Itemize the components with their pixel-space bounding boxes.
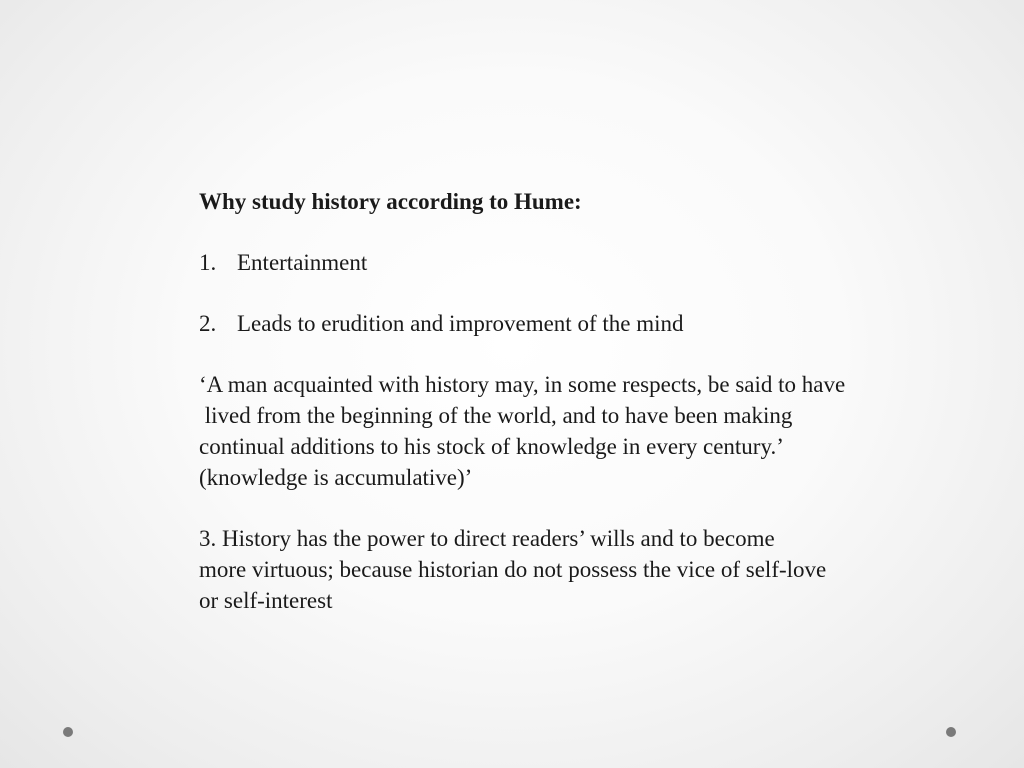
- spacer: [199, 493, 999, 523]
- hume-quote: [199, 369, 999, 493]
- point-three-line: or self-interest: [199, 588, 333, 613]
- quote-line: ‘A man acquainted with history may, in some respects, be said to have: [199, 372, 846, 397]
- list-number: 2.: [199, 311, 217, 336]
- point-three-line: more virtuous; because historian do not possess the vice of self-love: [199, 557, 827, 582]
- spacer: [199, 339, 999, 369]
- bullet-dot-icon: [946, 727, 956, 737]
- quote-line: lived from the beginning of the world, and to have been making: [199, 403, 793, 428]
- list-item-erudition: [199, 308, 999, 339]
- spacer: [199, 217, 999, 247]
- list-item-entertainment: [199, 247, 999, 278]
- slide-heading: Why study history according to Hume:: [199, 189, 582, 214]
- list-number: 1.: [199, 250, 217, 275]
- list-item-text: Leads to erudition and improvement of the mind: [237, 311, 684, 336]
- quote-line: continual additions to his stock of knowledge in every century.’: [199, 434, 784, 459]
- point-three-line: 3. History has the power to direct readers’ wills and to become: [199, 526, 775, 551]
- quote-line: (knowledge is accumulative)’: [199, 465, 473, 490]
- bullet-dot-icon: [63, 727, 73, 737]
- list-item-text: Entertainment: [237, 250, 368, 275]
- spacer: [199, 278, 999, 308]
- slide-content: [199, 186, 999, 616]
- point-three: [199, 523, 999, 616]
